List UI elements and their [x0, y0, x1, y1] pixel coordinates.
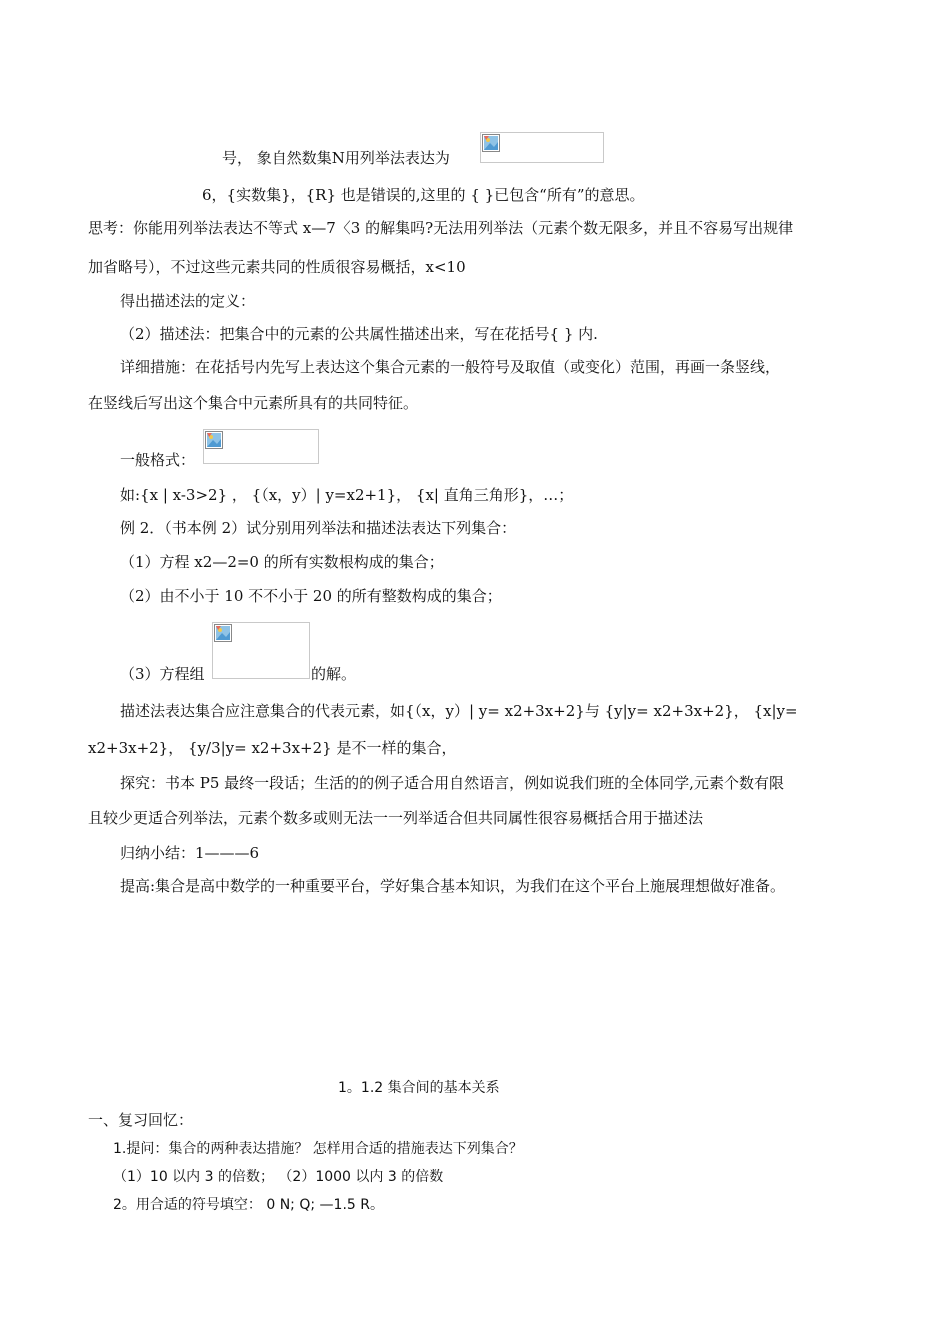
broken-image-icon [482, 134, 500, 152]
text-line: 1.提问：集合的两种表达措施？ 怎样用合适的措施表达下列集合？ [113, 1141, 523, 1157]
text-line: （3）方程组 [120, 665, 205, 683]
text-line: 且较少更适合列举法，元素个数多或则无法一一列举适合但共同属性很容易概括合用于描述法 [88, 809, 704, 827]
text-line: 一般格式： [120, 451, 196, 469]
text-line: 2。用合适的符号填空： 0 N; Q; —1.5 R。 [113, 1197, 384, 1213]
broken-image-icon [214, 624, 232, 642]
text-line: 例 2．（书本例 2）试分别用列举法和描述法表达下列集合： [120, 519, 517, 537]
text-line: 提高:集合是高中数学的一种重要平台，学好集合基本知识，为我们在这个平台上施展理想做好准备。 [120, 877, 786, 895]
text-line: 思考：你能用列举法表达不等式 x—7〈3 的解集吗?无法用列举法（元素个数无限多，并且不容易写出规律 [88, 219, 794, 237]
text-line: （2）描述法：把集合中的元素的公共属性描述出来，写在花括号{ } 内. [120, 325, 598, 343]
text-line: （2）由不小于 10 不不小于 20 的所有整数构成的集合； [120, 587, 502, 605]
text-line: 加省略号），不过这些元素共同的性质很容易概括，x<10 [88, 258, 466, 276]
text-line: （1）10 以内 3 的倍数； （2）1000 以内 3 的倍数 [113, 1169, 444, 1185]
text-line: 6，{实数集}，{R} 也是错误的,这里的 { }已包含“所有”的意思。 [202, 186, 645, 204]
text-line: 如:{x | x-3>2} ， {（x，y）| y=x2+1}， {x| 直角三角形}，…； [120, 486, 574, 504]
text-line: 的解。 [311, 665, 357, 683]
text-line: 详细措施：在花括号内先写上表达这个集合元素的一般符号及取值（或变化）范围，再画一条竖线， [120, 358, 781, 376]
text-line: （1）方程 x2—2=0 的所有实数根构成的集合； [120, 553, 444, 571]
text-line: 一、复习回忆： [88, 1111, 194, 1129]
text-line: 号， 象自然数集N用列举法表达为 [222, 149, 450, 167]
text-line: 在竖线后写出这个集合中元素所具有的共同特征。 [88, 394, 419, 412]
text-line: 探究：书本 P5 最终一段话；生活的的例子适合用自然语言，例如说我们班的全体同学,元素个数有限 [120, 774, 784, 792]
text-line: x2+3x+2}， {y/3|y= x2+3x+2} 是不一样的集合， [88, 739, 457, 757]
text-line: 描述法表达集合应注意集合的代表元素，如{（x，y）| y= x2+3x+2}与 {y|y= x2+3x+2}， {x|y= [120, 702, 798, 720]
image-placeholder [480, 132, 604, 163]
image-placeholder [212, 622, 310, 679]
image-placeholder [203, 429, 319, 464]
broken-image-icon [205, 431, 223, 449]
text-line: 归纳小结：1———6 [120, 844, 260, 862]
text-line: 得出描述法的定义： [120, 292, 256, 310]
section-title: 1。1.2 集合间的基本关系 [338, 1080, 500, 1096]
